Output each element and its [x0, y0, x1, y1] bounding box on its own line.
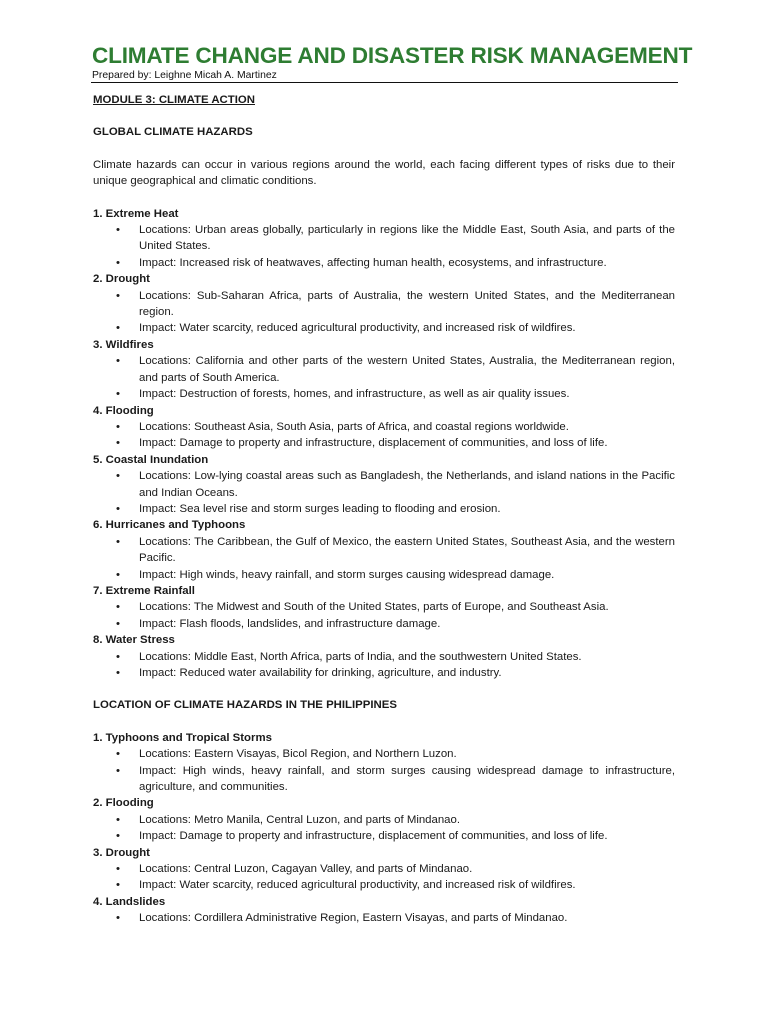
hazard-bullets: [93, 599, 675, 632]
hazard-item: [93, 452, 675, 518]
hazard-bullets: [93, 910, 675, 926]
document-title: CLIMATE CHANGE AND DISASTER RISK MANAGEMENT: [92, 43, 693, 68]
hazard-item: [93, 403, 675, 452]
impact-bullet: • Impact: High winds, heavy rainfall, and storm surges causing widespread damage.: [139, 567, 675, 583]
impact-bullet: • Impact: Damage to property and infrastructure, displacement of communities, and loss of life.: [139, 828, 675, 844]
locations-bullet: • Locations: Middle East, North Africa, parts of India, and the southwestern United States.: [139, 649, 675, 665]
philippines-hazard-list: [93, 730, 675, 927]
hazard-item: [93, 517, 675, 583]
hazard-title: 2. Flooding: [93, 797, 154, 810]
impact-bullet: • Impact: Destruction of forests, homes, and infrastructure, as well as air quality issues.: [139, 386, 675, 402]
hazard-item: [93, 894, 675, 927]
locations-bullet: • Locations: Urban areas globally, particularly in regions like the Middle East, South Asia, and parts of the United States.: [139, 222, 675, 255]
impact-bullet: • Impact: Water scarcity, reduced agricultural productivity, and increased risk of wildfires.: [139, 877, 675, 893]
impact-bullet: • Impact: Sea level rise and storm surges leading to flooding and erosion.: [139, 501, 675, 517]
hazard-item: [93, 730, 675, 796]
hazard-item: [93, 206, 675, 272]
hazard-item: [93, 271, 675, 337]
hazard-bullets: [93, 222, 675, 271]
impact-bullet: • Impact: Reduced water availability for drinking, agriculture, and industry.: [139, 665, 675, 681]
locations-bullet: • Locations: California and other parts of the western United States, Australia, the Mediterranean region, and parts of South America.: [139, 353, 675, 386]
hazard-title: 2. Drought: [93, 273, 150, 286]
hazard-bullets: [93, 288, 675, 337]
hazard-title: 3. Wildfires: [93, 338, 154, 351]
hazard-title: 4. Flooding: [93, 404, 154, 417]
hazard-bullets: [93, 746, 675, 795]
section-heading-global: GLOBAL CLIMATE HAZARDS: [93, 126, 253, 139]
hazard-title: 1. Extreme Heat: [93, 207, 179, 220]
locations-bullet: • Locations: Southeast Asia, South Asia, parts of Africa, and coastal regions worldwide.: [139, 419, 675, 435]
hazard-item: [93, 845, 675, 894]
intro-paragraph: Climate hazards can occur in various regions around the world, each facing different types of risks due to their unique geographical and climatic conditions.: [93, 158, 675, 188]
hazard-item: [93, 632, 675, 681]
locations-bullet: • Locations: The Midwest and South of the United States, parts of Europe, and Southeast Asia.: [139, 599, 675, 615]
hazard-bullets: [93, 419, 675, 452]
document-body: [93, 90, 675, 927]
locations-bullet: • Locations: Central Luzon, Cagayan Valley, and parts of Mindanao.: [139, 861, 675, 877]
hazard-title: 3. Drought: [93, 846, 150, 859]
module-heading: MODULE 3: CLIMATE ACTION: [93, 94, 255, 106]
hazard-bullets: [93, 861, 675, 894]
hazard-title: 1. Typhoons and Tropical Storms: [93, 731, 272, 744]
hazard-bullets: [93, 534, 675, 583]
hazard-bullets: [93, 353, 675, 402]
hazard-bullets: [93, 649, 675, 682]
header-divider: [91, 82, 678, 83]
hazard-bullets: [93, 468, 675, 517]
hazard-title: 4. Landslides: [93, 895, 166, 908]
hazard-title: 6. Hurricanes and Typhoons: [93, 519, 246, 532]
locations-bullet: • Locations: Cordillera Administrative Region, Eastern Visayas, and parts of Mindanao.: [139, 910, 675, 926]
global-hazard-list: [93, 206, 675, 682]
section-heading-philippines: LOCATION OF CLIMATE HAZARDS IN THE PHILIPPINES: [93, 699, 397, 712]
impact-bullet: • Impact: Increased risk of heatwaves, affecting human health, ecosystems, and infrastructure.: [139, 255, 675, 271]
locations-bullet: • Locations: Metro Manila, Central Luzon, and parts of Mindanao.: [139, 812, 675, 828]
hazard-bullets: [93, 812, 675, 845]
impact-bullet: • Impact: Water scarcity, reduced agricultural productivity, and increased risk of wildfires.: [139, 320, 675, 336]
impact-bullet: • Impact: Flash floods, landslides, and infrastructure damage.: [139, 616, 675, 632]
hazard-title: 8. Water Stress: [93, 634, 175, 647]
hazard-title: 7. Extreme Rainfall: [93, 584, 195, 597]
hazard-item: [93, 583, 675, 632]
hazard-item: [93, 337, 675, 403]
locations-bullet: • Locations: Low-lying coastal areas such as Bangladesh, the Netherlands, and island nations in the Pacific and Indian Oceans.: [139, 468, 675, 501]
hazard-title: 5. Coastal Inundation: [93, 453, 209, 466]
locations-bullet: • Locations: The Caribbean, the Gulf of Mexico, the eastern United States, Southeast Asia, and the western Pacific.: [139, 534, 675, 567]
hazard-item: [93, 795, 675, 844]
locations-bullet: • Locations: Eastern Visayas, Bicol Region, and Northern Luzon.: [139, 746, 675, 762]
impact-bullet: • Impact: Damage to property and infrastructure, displacement of communities, and loss of life.: [139, 435, 675, 451]
impact-bullet: • Impact: High winds, heavy rainfall, and storm surges causing widespread damage to infrastructure, agriculture, and communities.: [139, 763, 675, 796]
prepared-by: Prepared by: Leighne Micah A. Martinez: [92, 70, 277, 81]
locations-bullet: • Locations: Sub-Saharan Africa, parts of Australia, the western United States, and the Mediterranean region.: [139, 288, 675, 321]
